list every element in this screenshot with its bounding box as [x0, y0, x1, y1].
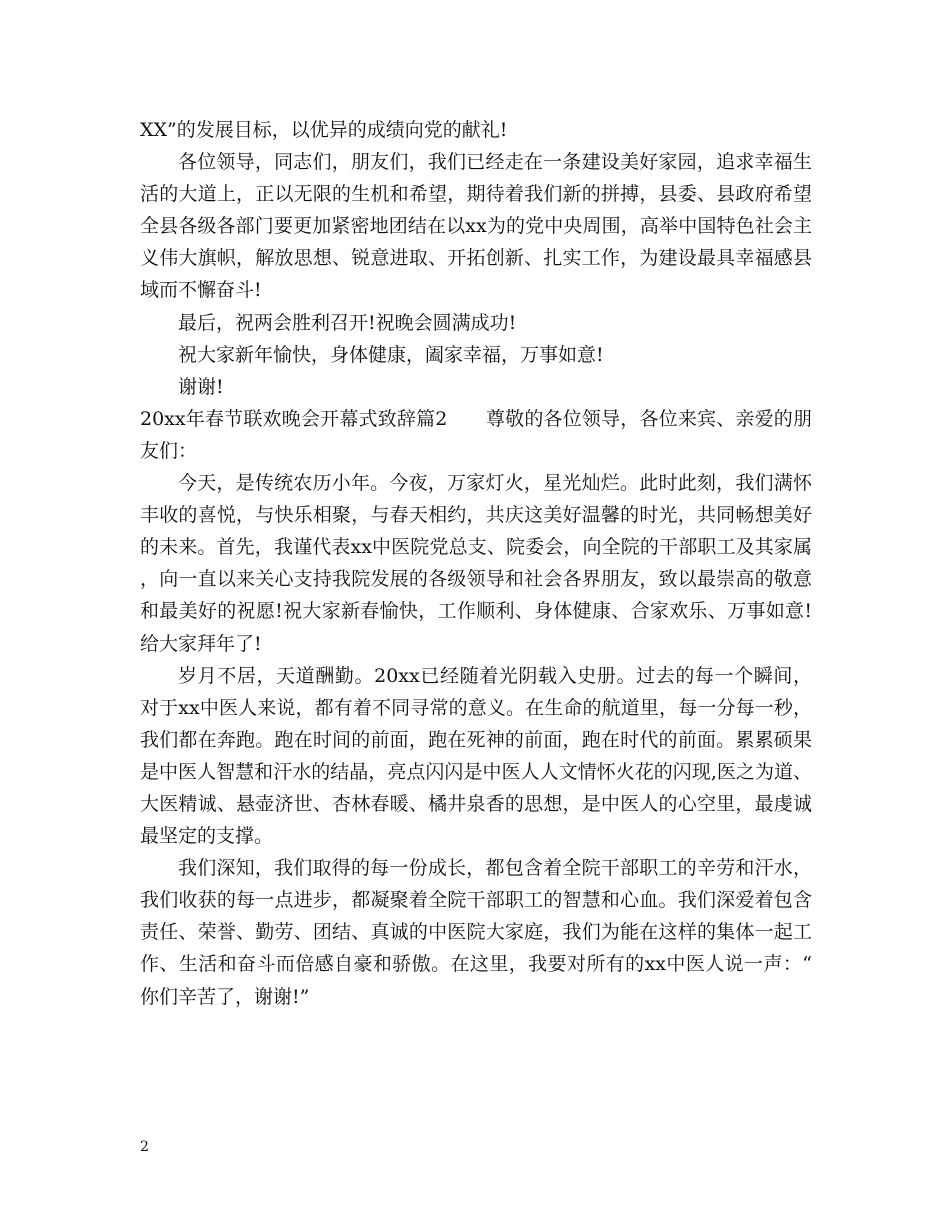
paragraph-9: 我们深知，我们取得的每一份成长，都包含着全院干部职工的辛劳和汗水，我们收获的每一点进步，都凝聚着全院干部职工的智慧和心血。我们深爱着包含责任、荣誉、勤劳、团结、真诚的中医院大家庭，我们为能在这样的集体一起工作、生活和奋斗而倍感自豪和骄傲。在这里，我要对所有的xx中医人说一声：“你们辛苦了，谢谢!”	[140, 857, 812, 1008]
paragraph-3: 最后，祝两会胜利召开!祝晚会圆满成功!	[178, 311, 517, 334]
paragraph-1: XX”的发展目标，以优异的成绩向党的献礼!	[140, 119, 508, 141]
paragraph-4: 祝大家新年愉快，身体健康，阖家幸福，万事如意!	[178, 343, 604, 366]
document-body	[140, 114, 812, 1013]
section-heading: 20xx年春节联欢晚会开幕式致辞篇2 尊敬的各位领导，各位来宾、亲爱的朋友们：	[140, 407, 812, 462]
page-number: 2	[140, 1139, 149, 1155]
paragraph-2: 各位领导，同志们，朋友们，我们已经走在一条建设美好家园，追求幸福生活的大道上，正以无限的生机和希望，期待着我们新的拼搏，县委、县政府希望全县各级各部门要更加紧密地团结在以xx为的党中央周围，高举中国特色社会主义伟大旗帜，解放思想、锐意进取、开拓创新、扎实工作，为建设最具幸福感县域而不懈奋斗!	[140, 151, 812, 302]
paragraph-7: 今天，是传统农历小年。今夜，万家灯火，星光灿烂。此时此刻，我们满怀丰收的喜悦，与快乐相聚，与春天相约，共庆这美好温馨的时光，共同畅想美好的未来。首先，我谨代表xx中医院党总支、院委会，向全院的干部职工及其家属，向一直以来关心支持我院发展的各级领导和社会各界朋友，致以最崇高的敬意和最美好的祝愿!祝大家新春愉快，工作顺利、身体健康、合家欢乐、万事如意!给大家拜年了!	[140, 472, 812, 655]
paragraph-8: 岁月不居，天道酬勤。20xx已经随着光阴载入史册。过去的每一个瞬间，对于xx中医人来说，都有着不同寻常的意义。在生命的航道里，每一分每一秒，我们都在奔跑。跑在时间的前面，跑在死神的前面，跑在时代的前面。累累硕果是中医人智慧和汗水的结晶，亮点闪闪是中医人人文情怀火花的闪现,医之为道、大医精诚、悬壶济世、杏林春暖、橘井泉香的思想，是中医人的心空里，最虔诚最坚定的支撑。	[140, 664, 812, 848]
paragraph-5: 谢谢!	[178, 375, 224, 398]
